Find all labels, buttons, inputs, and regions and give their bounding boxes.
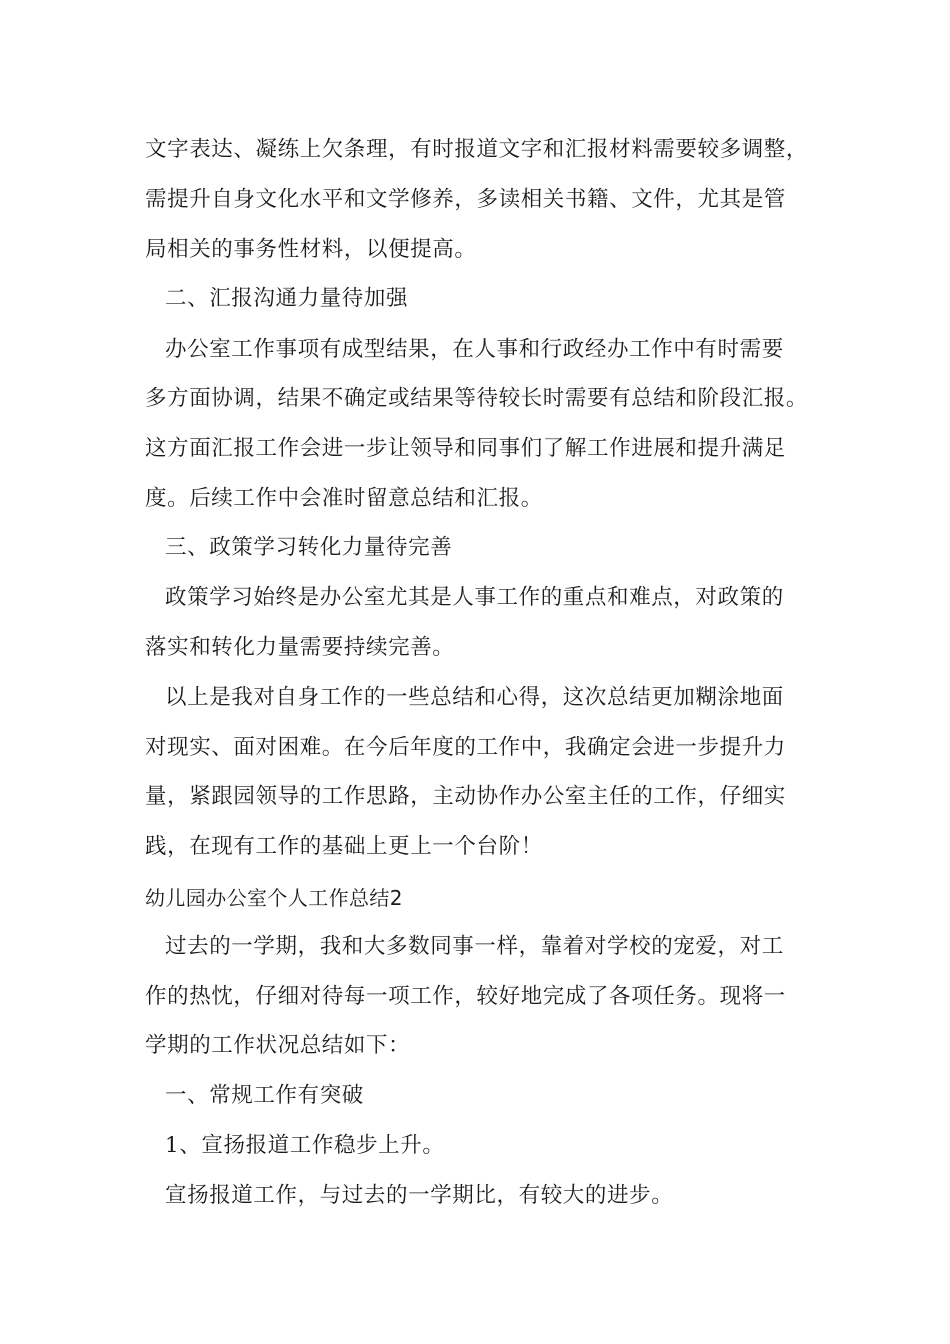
body-text-line: 办公室工作事项有成型结果，在人事和行政经办工作中有时需要 <box>165 337 784 362</box>
body-text-line: 落实和转化力量需要持续完善。 <box>145 635 455 660</box>
body-text-line: 作的热忱，仔细对待每一项工作，较好地完成了各项任务。现将一 <box>145 984 786 1009</box>
body-text-line: 宣扬报道工作，与过去的一学期比，有较大的进步。 <box>165 1183 674 1208</box>
body-text-line: 践，在现有工作的基础上更上一个台阶！ <box>145 834 543 859</box>
subsection-heading: 1、宣扬报道工作稳步上升。 <box>165 1133 445 1158</box>
section-heading: 二、汇报沟通力量待加强 <box>165 286 409 311</box>
body-text-line: 多方面协调，结果不确定或结果等待较长时需要有总结和阶段汇报。 <box>145 386 809 411</box>
body-text-line: 文字表达、凝练上欠条理，有时报道文字和汇报材料需要较多调整， <box>145 137 809 162</box>
body-text-line: 政策学习始终是办公室尤其是人事工作的重点和难点，对政策的 <box>165 585 784 610</box>
body-text-line: 量，紧跟园领导的工作思路，主动协作办公室主任的工作，仔细实 <box>145 784 786 809</box>
section-heading: 三、政策学习转化力量待完善 <box>165 535 453 560</box>
body-text-line: 需提升自身文化水平和文学修养，多读相关书籍、文件，尤其是管 <box>145 187 786 212</box>
body-text-line: 这方面汇报工作会进一步让领导和同事们了解工作进展和提升满足 <box>145 436 786 461</box>
body-text-line: 过去的一学期，我和大多数同事一样，靠着对学校的宠爱，对工 <box>165 934 784 959</box>
body-text-line: 度。后续工作中会准时留意总结和汇报。 <box>145 486 543 511</box>
body-text-line: 局相关的事务性材料，以便提高。 <box>145 237 477 262</box>
body-text-line: 学期的工作状况总结如下： <box>145 1033 411 1058</box>
body-text-line: 以上是我对自身工作的一些总结和心得，这次总结更加糊涂地面 <box>165 685 784 710</box>
body-text-line: 对现实、面对困难。在今后年度的工作中，我确定会进一步提升力 <box>145 735 786 760</box>
section-heading: 一、常规工作有突破 <box>165 1083 364 1108</box>
document-subtitle: 幼儿园办公室个人工作总结2 <box>145 886 403 910</box>
